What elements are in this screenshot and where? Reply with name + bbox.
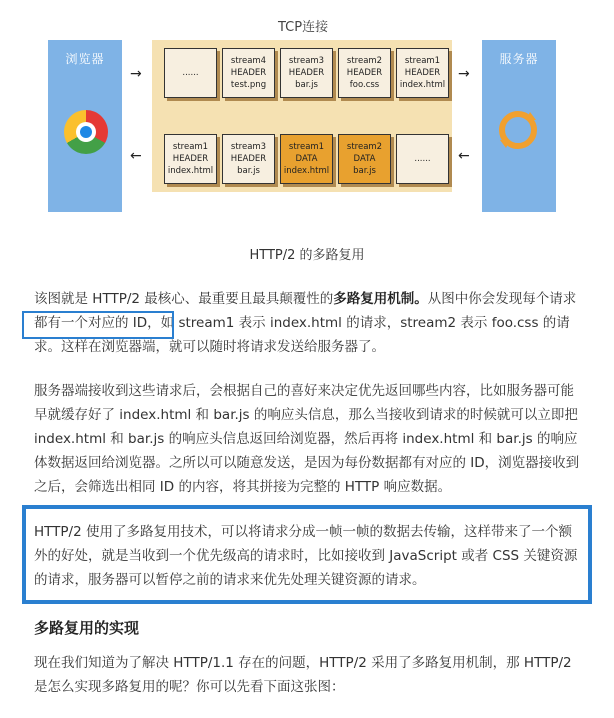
- section-heading: 多路复用的实现: [34, 619, 140, 637]
- bottom_row-frame: [222, 134, 275, 184]
- bottom_row-frame: [280, 134, 333, 184]
- server-panel: [482, 40, 556, 212]
- frame-line: bar.js: [353, 166, 376, 176]
- frame-line: HEADER: [346, 68, 383, 78]
- frame-line: foo.css: [349, 80, 380, 90]
- frame-line: index.html: [399, 80, 446, 90]
- tcp-channel: [152, 40, 452, 192]
- chrome-browser-icon: [64, 110, 108, 154]
- frame-line: DATA: [353, 154, 376, 164]
- bottom_row-frame: [164, 134, 217, 184]
- frame-line: stream2: [346, 142, 383, 152]
- arrow-right-icon: →: [130, 66, 142, 82]
- frame-line: ......: [414, 154, 431, 164]
- arrow-left-icon: ←: [458, 148, 470, 164]
- diagram-title: TCP连接: [278, 20, 329, 35]
- frame-line: stream1: [172, 142, 209, 152]
- figure-caption: HTTP/2 的多路复用: [249, 248, 365, 263]
- highlight-box: [22, 311, 174, 339]
- browser-label: 浏览器: [65, 52, 105, 66]
- frame-line: ......: [182, 68, 199, 78]
- refresh-cycle-icon: [496, 108, 540, 152]
- frame-line: stream3: [288, 56, 325, 66]
- top_row-frame: [164, 48, 217, 98]
- browser-panel: [48, 40, 122, 212]
- frame-line: stream2: [346, 56, 383, 66]
- frame-line: index.html: [167, 166, 214, 176]
- top_row-frame: [338, 48, 391, 98]
- server-label: 服务器: [499, 52, 539, 66]
- frame-line: stream4: [230, 56, 267, 66]
- frame-line: HEADER: [404, 68, 441, 78]
- frame-line: DATA: [295, 154, 318, 164]
- frame-line: test.png: [230, 80, 267, 90]
- arrow-right-icon: →: [458, 66, 470, 82]
- frame-line: bar.js: [295, 80, 318, 90]
- p1-text-b: 从图中你会发现每个请求都有一个对应的 ID，如 stream1 表示 index.html 的请求，stream2 表示 foo.css 的请求。这样在浏览器端，就可以随时将请求发送给服务器了。: [34, 291, 577, 355]
- paragraph-4: 现在我们知道为了解决 HTTP/1.1 存在的问题，HTTP/2 采用了多路复用机制，那 HTTP/2 是怎么实现多路复用的呢？你可以先看下面这张图：: [34, 655, 572, 695]
- paragraph-2: 服务器端接收到这些请求后，会根据自己的喜好来决定优先返回哪些内容，比如服务器可能早就缓存好了 index.html 和 bar.js 的响应头信息，那么当接收到请求的时候就可以立即把 index.html 和 bar.js 的响应头信息返回给浏览器，然后再将 index.html 和 bar.js 的响应体数据返回给浏览器。之所以可以随意发送，是因为每份数据都有对应的 ID，浏览器接收到之后，会筛选出相同 ID 的内容，将其拼接为完整的 HTTP 响应数据。: [34, 383, 580, 495]
- frame-line: HEADER: [288, 68, 325, 78]
- bottom_row-frame: [338, 134, 391, 184]
- frame-line: HEADER: [172, 154, 209, 164]
- frame-line: index.html: [283, 166, 330, 176]
- frame-line: bar.js: [237, 166, 260, 176]
- top_row-frame: [222, 48, 275, 98]
- p1-bold: 多路复用机制。: [333, 291, 428, 307]
- multiplexing-diagram: [48, 14, 558, 210]
- paragraph-3: HTTP/2 使用了多路复用技术，可以将请求分成一帧一帧的数据去传输，这样带来了一个额外的好处，就是当收到一个优先级高的请求时，比如接收到 JavaScript 或者 CSS 关键资源的请求，服务器可以暂停之前的请求来优先处理关键资源的请求。: [34, 524, 578, 588]
- frame-line: HEADER: [230, 154, 267, 164]
- frame-line: stream1: [404, 56, 441, 66]
- frame-line: HEADER: [230, 68, 267, 78]
- top_row-frame: [396, 48, 449, 98]
- p1-text-a: 该图就是 HTTP/2 最核心、最重要且最具颠覆性的: [34, 291, 334, 307]
- bottom_row-frame: [396, 134, 449, 184]
- top_row-frame: [280, 48, 333, 98]
- frame-line: stream1: [288, 142, 325, 152]
- arrow-left-icon: ←: [130, 148, 142, 164]
- frame-line: stream3: [230, 142, 267, 152]
